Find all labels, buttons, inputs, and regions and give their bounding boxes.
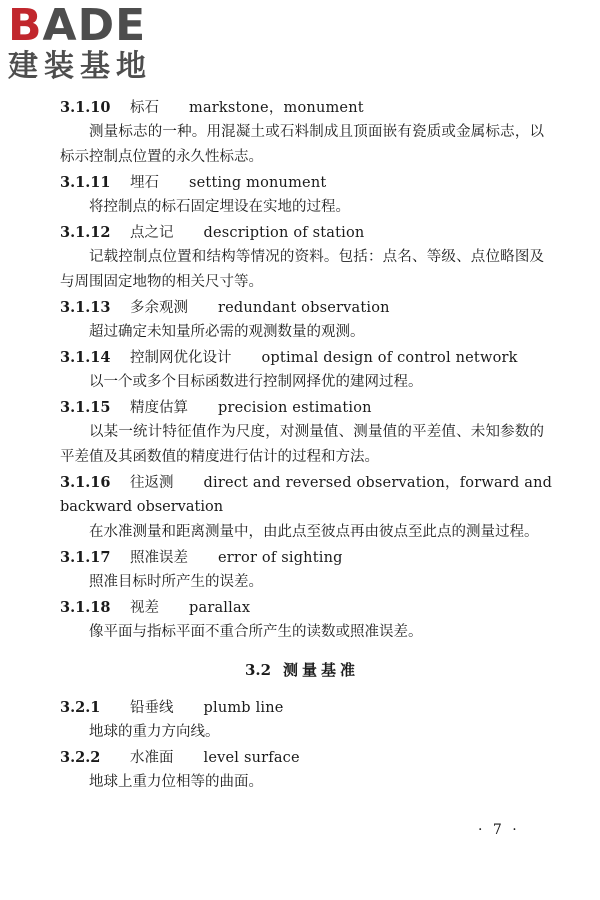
term-english: redundant observation (218, 300, 390, 316)
term-definition: 在水准测量和距离测量中，由此点至彼点再由彼点至此点的测量过程。 (89, 524, 539, 540)
term-entry (60, 595, 544, 645)
section-number: 3.2 (244, 661, 272, 679)
term-entry (60, 470, 553, 545)
logo-letter-b: B (8, 0, 43, 51)
logo-chinese: 建装基地 (8, 49, 152, 84)
term-chinese: 水准面 (130, 750, 174, 766)
term-english: optimal design of control network (261, 350, 518, 366)
term-heading (60, 170, 544, 195)
term-number: 3.1.15 (60, 399, 111, 416)
term-entry (60, 220, 544, 295)
term-entry (60, 95, 544, 170)
term-heading (60, 745, 544, 770)
term-definition: 照准目标时所产生的误差。 (89, 574, 263, 590)
term-english: plumb line (203, 700, 284, 716)
term-definition: 记载控制点位置和结构等情况的资料。包括：点名、等级、点位略图及与周围固定地物的相关尺寸等。 (60, 249, 544, 290)
term-heading (60, 470, 553, 495)
term-definition: 以某一统计特征值作为尺度，对测量值、测量值的平差值、未知参数的平差值及其函数值的精度进行估计的过程和方法。 (60, 424, 544, 465)
term-chinese: 精度估算 (130, 400, 188, 416)
term-chinese: 铅垂线 (130, 700, 174, 716)
term-heading (60, 295, 544, 320)
term-chinese: 照准误差 (130, 550, 188, 566)
term-heading (60, 595, 544, 620)
term-definition: 超过确定未知量所必需的观测数量的观测。 (89, 324, 365, 340)
term-english: description of station (203, 225, 365, 241)
term-chinese: 标石 (130, 100, 159, 116)
term-number: 3.1.10 (60, 99, 111, 116)
term-definition: 测量标志的一种。用混凝土或石料制成且顶面嵌有瓷质或金属标志，以标示控制点位置的永久性标志。 (60, 124, 544, 165)
term-english: precision estimation (218, 400, 372, 416)
term-entry (60, 545, 544, 595)
section-heading (60, 646, 544, 694)
term-chinese: 埋石 (130, 175, 159, 191)
term-english-continued: backward observation (60, 499, 224, 515)
document-body (60, 95, 553, 795)
term-english: parallax (189, 600, 251, 616)
term-entry (60, 745, 544, 795)
term-english: setting monument (189, 175, 327, 191)
term-definition: 像平面与指标平面不重合所产生的读数或照准误差。 (89, 624, 423, 640)
term-heading (60, 395, 544, 420)
section-title: 测量基准 (283, 661, 360, 679)
term-chinese: 多余观测 (130, 300, 188, 316)
term-heading (60, 545, 544, 570)
term-entry (60, 395, 544, 470)
term-number: 3.1.13 (60, 299, 111, 316)
term-heading (60, 95, 544, 120)
term-number: 3.1.12 (60, 224, 111, 241)
term-english: error of sighting (218, 550, 343, 566)
term-english: level surface (203, 750, 300, 766)
term-number: 3.1.14 (60, 349, 111, 366)
term-definition: 地球的重力方向线。 (89, 724, 220, 740)
term-number: 3.1.17 (60, 549, 111, 566)
term-definition: 将控制点的标石固定埋设在实地的过程。 (89, 199, 350, 215)
term-number: 3.2.2 (60, 749, 101, 766)
term-list (60, 545, 544, 645)
term-list (60, 95, 544, 470)
logo-letters: ADE (42, 0, 147, 51)
term-entry (60, 295, 544, 345)
term-chinese: 点之记 (130, 225, 174, 241)
term-english: markstone，monument (189, 100, 364, 116)
term-number: 3.2.1 (60, 699, 101, 716)
term-entry (60, 170, 544, 220)
term-english: direct and reversed observation，forward and (203, 475, 553, 491)
term-chinese: 视差 (130, 600, 159, 616)
term-number: 3.1.11 (60, 174, 111, 191)
term-heading (60, 220, 544, 245)
term-heading (60, 695, 544, 720)
term-number: 3.1.18 (60, 599, 111, 616)
term-heading (60, 345, 544, 370)
term-entry (60, 695, 544, 745)
term-list (60, 695, 544, 795)
term-number: 3.1.16 (60, 474, 111, 491)
term-chinese: 往返测 (130, 475, 174, 491)
term-definition: 以一个或多个目标函数进行控制网择优的建网过程。 (89, 374, 423, 390)
term-definition: 地球上重力位相等的曲面。 (89, 774, 263, 790)
term-entry (60, 345, 544, 395)
page-number: · 7 · (478, 822, 520, 838)
logo-wordmark (8, 0, 178, 51)
term-chinese: 控制网优化设计 (130, 350, 232, 366)
brand-logo (8, 0, 178, 84)
